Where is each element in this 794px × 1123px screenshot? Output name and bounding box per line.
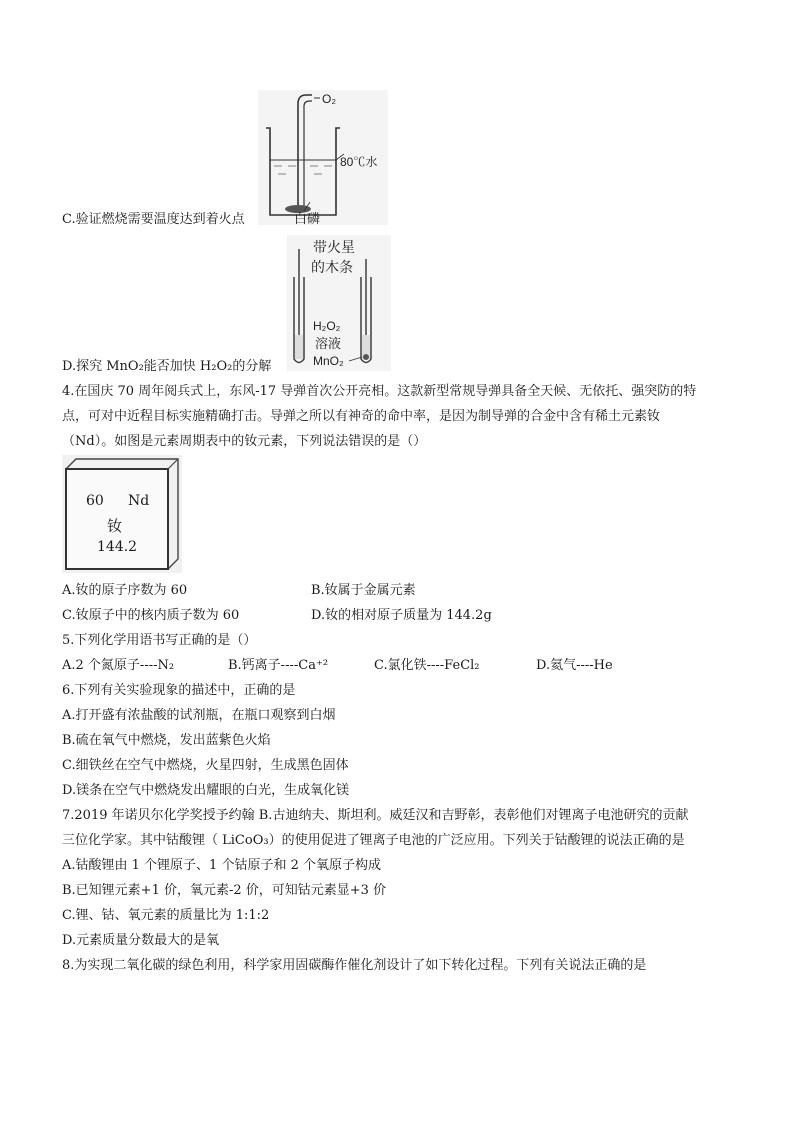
- question-7-line-2: 三位化学家。其中钴酸锂（ LiCoO₃）的使用促进了锂离子电池的广泛应用。下列关于钴酸锂的说法正确的是: [62, 833, 685, 848]
- question-4-line-1: 4.在国庆 70 周年阅兵式上，东风-17 导弹首次公开亮相。这款新型常规导弹具备全天候、无依托、强突防的特: [62, 384, 697, 399]
- element-symbol: Nd: [128, 493, 150, 509]
- solution-label: 溶液: [315, 336, 342, 351]
- splint-label-line2: 的木条: [311, 259, 353, 275]
- element-name: 钕: [107, 517, 123, 535]
- option-c-text: C.验证燃烧需要温度达到着火点: [62, 212, 245, 227]
- question-5-option-b: B.钙离子----Ca⁺²: [228, 658, 329, 673]
- mno2-label: MnO₂: [313, 354, 344, 368]
- figure-combustion-beaker: [258, 90, 388, 225]
- water-label: 80℃水: [340, 155, 378, 169]
- phosphorus-label: 白磷: [294, 211, 321, 225]
- question-7-option-b: B.已知锂元素+1 价，氧元素-2 价，可知钴元素显+3 价: [62, 883, 387, 898]
- question-6: 6.下列有关实验现象的描述中，正确的是: [62, 683, 296, 698]
- question-7-option-a: A.钴酸锂由 1 个锂原子、1 个钴原子和 2 个氧原子构成: [62, 858, 381, 873]
- element-atomic-number: 60: [86, 493, 104, 509]
- element-atomic-mass: 144.2: [97, 539, 138, 555]
- element-tile-neodymium: [62, 455, 182, 573]
- option-d-text: D.探究 MnO₂能否加快 H₂O₂的分解: [62, 359, 272, 374]
- question-6-option-d: D.镁条在空气中燃烧发出耀眼的白光，生成氧化镁: [62, 783, 350, 798]
- question-4-option-b: B.钕属于金属元素: [311, 583, 416, 598]
- question-5-option-a: A.2 个氮原子----N₂: [62, 658, 175, 673]
- question-6-option-c: C.细铁丝在空气中燃烧，火星四射，生成黑色固体: [62, 758, 349, 773]
- splint-label-line1: 带火星: [313, 239, 355, 255]
- question-7-option-c: C.锂、钴、氧元素的质量比为 1:1:2: [62, 908, 270, 923]
- h2o2-label: H₂O₂: [313, 319, 341, 333]
- question-4-option-c: C.钕原子中的核内质子数为 60: [62, 608, 240, 623]
- question-4-option-a: A.钕的原子序数为 60: [62, 583, 188, 598]
- question-6-option-a: A.打开盛有浓盐酸的试剂瓶，在瓶口观察到白烟: [62, 708, 336, 723]
- question-4-line-2: 点，可对中近程目标实施精确打击。导弹之所以有神奇的命中率，是因为制导弹的合金中含有稀土元素钕: [62, 409, 661, 424]
- question-5-option-d: D.氦气----He: [536, 658, 613, 673]
- figure-mno2-test-tubes: [287, 235, 391, 371]
- question-8: 8.为实现二氧化碳的绿色利用，科学家用固碳酶作催化剂设计了如下转化过程。下列有关说法正确的是: [62, 958, 647, 973]
- question-4-line-3: （Nd）。如图是元素周期表中的钕元素，下列说法错误的是（）: [62, 434, 427, 449]
- o2-label: O₂: [322, 92, 336, 106]
- question-6-option-b: B.硫在氧气中燃烧，发出蓝紫色火焰: [62, 733, 271, 748]
- question-7-option-d: D.元素质量分数最大的是氧: [62, 933, 220, 948]
- question-5: 5.下列化学用语书写正确的是（）: [62, 633, 257, 648]
- question-5-option-c: C.氯化铁----FeCl₂: [374, 658, 480, 673]
- question-7-line-1: 7.2019 年诺贝尔化学奖授予约翰 B.古迪纳夫、斯坦利。威廷汉和吉野彰，表彰他们对锂离子电池研究的贡献: [62, 808, 689, 823]
- question-4-option-d: D.钕的相对原子质量为 144.2g: [311, 608, 492, 623]
